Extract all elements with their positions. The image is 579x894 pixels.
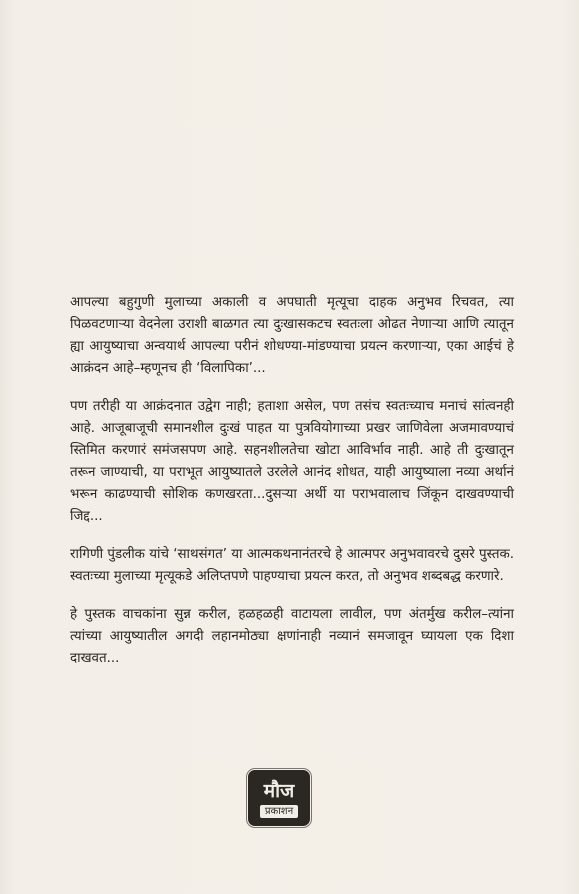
blurb-paragraph-2: पण तरीही या आक्रंदनात उद्वेग नाही; हताशा असेल, पण तसंच स्वतःच्याच मनाचं सांत्वनही आहे. आजूबाजूची समानशील दुःखं पाहत या पुत्रवियोगाच्या प्रखर जाणिवेला अजमावण्याचं स्तिमित करणारं समंजसपण आहे. सहनशीलतेचा खोटा आविर्भाव नाही. आहे ती दुःखातून तरून जाण्याची, या पराभूत आयुष्यातले उरलेले आनंद शोधत, याही आयुष्याला नव्या अर्थानं भरून काढण्याची सोशिक कणखरता...दुसऱ्या अर्थी या पराभवालाच जिंकून दाखवण्याची जिद्द... <box>70 399 514 524</box>
publisher-logo-name: मौज <box>263 779 295 802</box>
blurb-paragraph-4: हे पुस्तक वाचकांना सुन्न करील, हळहळही वाटायला लावील, पण अंतर्मुख करील–त्यांना त्यांच्या आयुष्यातील अगदी लहानमोठ्या क्षणांनाही नव्यानं समजावून घ्यायला एक दिशा दाखवत... <box>70 607 514 666</box>
blurb-paragraph-3: रागिणी पुंडलीक यांचे ‘साथसंगत’ या आत्मकथनानंतरचे हे आत्मपर अनुभवावरचे दुसरे पुस्तक. स्वतःच्या मुलाच्या मृत्यूकडे अलिप्तपणे पाहण्याचा प्रयत्न करत, तो अनुभव शब्दबद्ध करणारे. <box>70 547 514 584</box>
blurb-text <box>70 292 514 686</box>
publisher-logo-subtitle: प्रकाशन <box>260 805 298 818</box>
blurb-paragraph-1: आपल्या बहुगुणी मुलाच्या अकाली व अपघाती मृत्यूचा दाहक अनुभव रिचवत, त्या पिळवटणाऱ्या वेदनेला उराशी बाळगत त्या दुःखासकटच स्वतःला ओढत नेणाऱ्या आणि त्यातून ह्या आयुष्याचा अन्वयार्थ आपल्या परीनं शोधण्या-मांडण्याचा प्रयत्न करणाऱ्या, एका आईचं हे आक्रंदन आहे–म्हणूनच ही ‘विलापिका’... <box>70 295 514 376</box>
publisher-logo <box>248 770 310 826</box>
